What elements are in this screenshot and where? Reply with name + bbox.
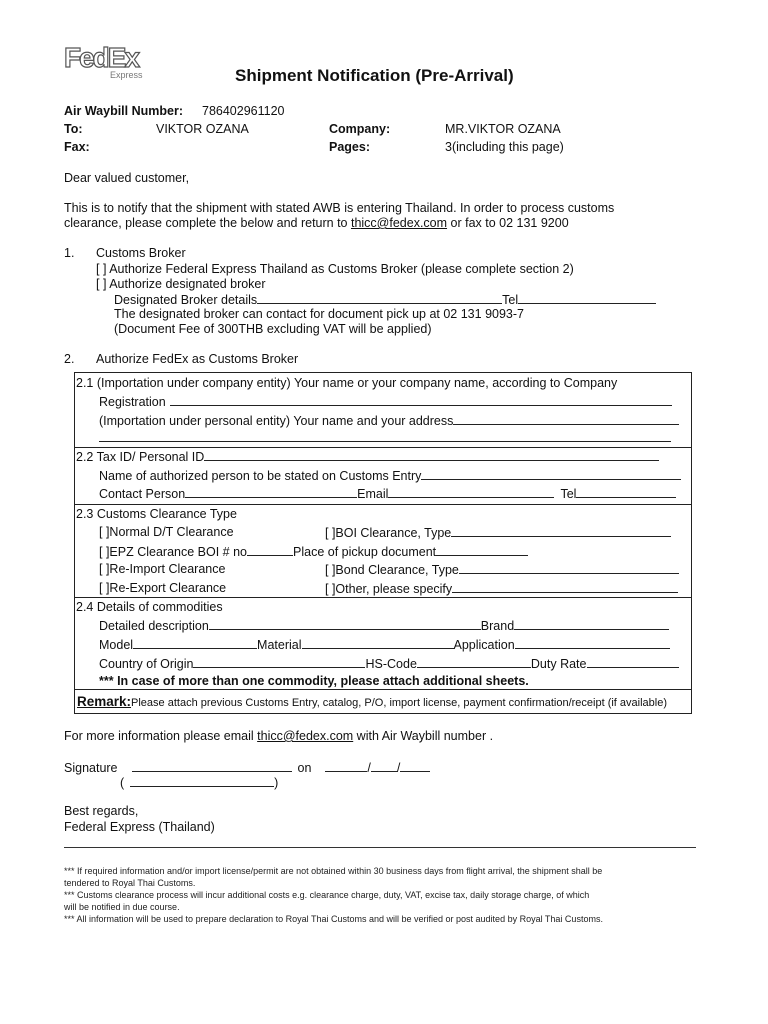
commodity-note: *** In case of more than one commodity, please attach additional sheets. xyxy=(99,674,529,688)
page-title: Shipment Notification (Pre-Arrival) xyxy=(235,66,514,85)
s22-name-label: Name of authorized person to be stated on Customs Entry xyxy=(99,469,422,483)
option-designated-broker[interactable]: [ ] Authorize designated broker xyxy=(96,277,266,291)
printed-name-field[interactable] xyxy=(130,775,274,787)
option-re-import[interactable]: [ ]Re-Import Clearance xyxy=(99,562,226,576)
other-specify-field[interactable] xyxy=(452,581,678,593)
email-label: Email xyxy=(357,487,389,501)
option-bond-row xyxy=(325,562,679,577)
s21-line1: 2.1 (Importation under company entity) Your name or your company name, according to Company xyxy=(76,376,618,390)
option-epz[interactable]: [ ]EPZ Clearance BOI # no xyxy=(99,545,247,559)
s24-title: 2.4 Details of commodities xyxy=(76,600,223,614)
duty-rate-label: Duty Rate xyxy=(530,657,587,671)
model-label: Model xyxy=(99,638,134,652)
s23-title: 2.3 Customs Clearance Type xyxy=(76,507,237,521)
signature-row: Signature on / / xyxy=(64,760,430,775)
closing-regards: Best regards, xyxy=(64,804,139,818)
more-info-email-link[interactable]: thicc@fedex.com xyxy=(257,729,354,743)
material-label: Material xyxy=(257,638,302,652)
broker-contact: The designated broker can contact for document pick up at 02 131 9093-7 xyxy=(114,307,524,321)
brand-label: Brand xyxy=(480,619,515,633)
detailed-description-label: Detailed description xyxy=(99,619,209,633)
logo-subtitle: Express xyxy=(110,70,143,80)
material-field[interactable] xyxy=(302,637,454,649)
logo-wordmark: FedEx xyxy=(64,42,139,73)
s22-contact-row xyxy=(99,486,676,501)
broker-details-label: Designated Broker details xyxy=(114,293,258,307)
origin-field[interactable] xyxy=(193,656,365,668)
section2-title: Authorize FedEx as Customs Broker xyxy=(96,352,299,366)
section1-number: 1. xyxy=(64,246,75,260)
email-link[interactable]: thicc@fedex.com xyxy=(350,216,448,230)
more-info-text: For more information please email xyxy=(64,729,258,743)
duty-rate-field[interactable] xyxy=(587,656,679,668)
to-value: VIKTOR OZANA xyxy=(156,122,249,136)
s24-model-row xyxy=(99,637,670,652)
footer-divider xyxy=(64,847,696,848)
option-epz-row xyxy=(99,544,528,559)
intro-fax: or fax to 02 131 9200 xyxy=(447,216,569,230)
more-info xyxy=(64,729,493,743)
pickup-place-label: Place of pickup document xyxy=(293,545,437,559)
broker-tel-field[interactable] xyxy=(518,292,656,304)
broker-fee: (Document Fee of 300THB excluding VAT will be applied) xyxy=(114,322,432,336)
contact-person-label: Contact Person xyxy=(99,487,186,501)
date-month-field[interactable] xyxy=(371,760,397,772)
footnote-1b: tendered to Royal Thai Customs. xyxy=(64,878,196,888)
intro-line2 xyxy=(64,216,569,230)
pages-label: Pages: xyxy=(329,140,370,154)
hs-code-field[interactable] xyxy=(417,656,531,668)
application-field[interactable] xyxy=(515,637,670,649)
section1-title: Customs Broker xyxy=(96,246,186,260)
hs-code-label: HS-Code xyxy=(365,657,417,671)
brand-field[interactable] xyxy=(514,618,669,630)
printed-name-close: ) xyxy=(274,776,279,790)
origin-label: Country of Origin xyxy=(99,657,194,671)
pages-value: 3(including this page) xyxy=(445,140,564,154)
registration-field[interactable] xyxy=(170,394,672,406)
email-field[interactable] xyxy=(388,486,554,498)
pickup-place-field[interactable] xyxy=(436,544,528,556)
broker-details-row xyxy=(114,292,656,307)
footnote-3: *** All information will be used to prepare declaration to Royal Thai Customs and will be verified or post audited by Royal Thai Customs. xyxy=(64,914,603,924)
awb-value: 786402961120 xyxy=(202,104,285,118)
footnote-2b: will be notified in due course. xyxy=(64,902,180,912)
broker-details-field[interactable] xyxy=(257,292,502,304)
date-year-field[interactable] xyxy=(400,760,430,772)
bond-type-field[interactable] xyxy=(459,562,679,574)
company-value: MR.VIKTOR OZANA xyxy=(445,122,561,136)
contact-person-field[interactable] xyxy=(185,486,357,498)
signature-on-label: on xyxy=(297,761,312,775)
signature-label: Signature xyxy=(64,761,118,775)
remark-text: Please attach previous Customs Entry, catalog, P/O, import license, payment confirmation/receipt (if available) xyxy=(131,697,668,709)
to-label: To: xyxy=(64,122,83,136)
fedex-logo xyxy=(64,44,143,80)
intro-line1: This is to notify that the shipment with stated AWB is entering Thailand. In order to process customs xyxy=(64,201,615,215)
personal-address-field[interactable] xyxy=(453,413,679,425)
option-other[interactable]: [ ]Other, please specify xyxy=(325,582,453,596)
option-normal-dt[interactable]: [ ]Normal D/T Clearance xyxy=(99,525,234,539)
section2-number: 2. xyxy=(64,352,75,366)
s21-personal-row xyxy=(99,413,679,428)
s24-origin-row xyxy=(99,656,679,671)
remark-label: Remark: xyxy=(77,694,132,709)
authorized-name-field[interactable] xyxy=(421,468,681,480)
fax-label: Fax: xyxy=(64,140,90,154)
option-authorize-fedex[interactable]: [ ] Authorize Federal Express Thailand as Customs Broker (please complete section 2) xyxy=(96,262,574,276)
s21-personal-label: (Importation under personal entity) Your name and your address xyxy=(99,414,454,428)
option-other-row xyxy=(325,581,678,596)
address-field-line2[interactable] xyxy=(99,441,671,442)
tax-id-field[interactable] xyxy=(204,449,659,461)
s21-registration-row xyxy=(99,394,672,409)
tel-label: Tel xyxy=(560,487,577,501)
detailed-description-field[interactable] xyxy=(209,618,481,630)
company-label: Company: xyxy=(329,122,391,136)
s22-name-row xyxy=(99,468,681,483)
option-re-export[interactable]: [ ]Re-Export Clearance xyxy=(99,581,227,595)
footnote-1a: *** If required information and/or import license/permit are not obtained within 30 business days from flight arrival, the shipment shall be xyxy=(64,866,603,876)
epz-number-field[interactable] xyxy=(247,544,293,556)
option-bond[interactable]: [ ]Bond Clearance, Type xyxy=(325,563,459,577)
more-info-suffix: with Air Waybill number . xyxy=(353,729,494,743)
option-boi-row xyxy=(325,525,671,540)
s24-desc-row xyxy=(99,618,669,633)
printed-name-row xyxy=(120,775,278,790)
s22-tax-row xyxy=(76,449,659,464)
model-field[interactable] xyxy=(133,637,257,649)
footnote-2a: *** Customs clearance process will incur additional costs e.g. clearance charge, duty, VAT, excise tax, daily storage charge, of which xyxy=(64,890,590,900)
boi-type-field[interactable] xyxy=(451,525,671,537)
remark-row xyxy=(77,693,667,711)
printed-name-open: ( xyxy=(120,776,125,790)
option-boi[interactable]: [ ]BOI Clearance, Type xyxy=(325,526,452,540)
tel-field[interactable] xyxy=(576,486,676,498)
broker-tel-label: Tel xyxy=(502,293,519,307)
application-label: Application xyxy=(453,638,515,652)
date-day-field[interactable] xyxy=(325,760,367,772)
intro-text: clearance, please complete the below and return to xyxy=(64,216,351,230)
s21-registration-label: Registration xyxy=(99,395,166,409)
s22-title: 2.2 Tax ID/ Personal ID xyxy=(76,450,205,464)
closing-company: Federal Express (Thailand) xyxy=(64,820,215,834)
greeting: Dear valued customer, xyxy=(64,171,190,185)
awb-label: Air Waybill Number: xyxy=(64,104,183,118)
signature-field[interactable] xyxy=(132,760,292,772)
